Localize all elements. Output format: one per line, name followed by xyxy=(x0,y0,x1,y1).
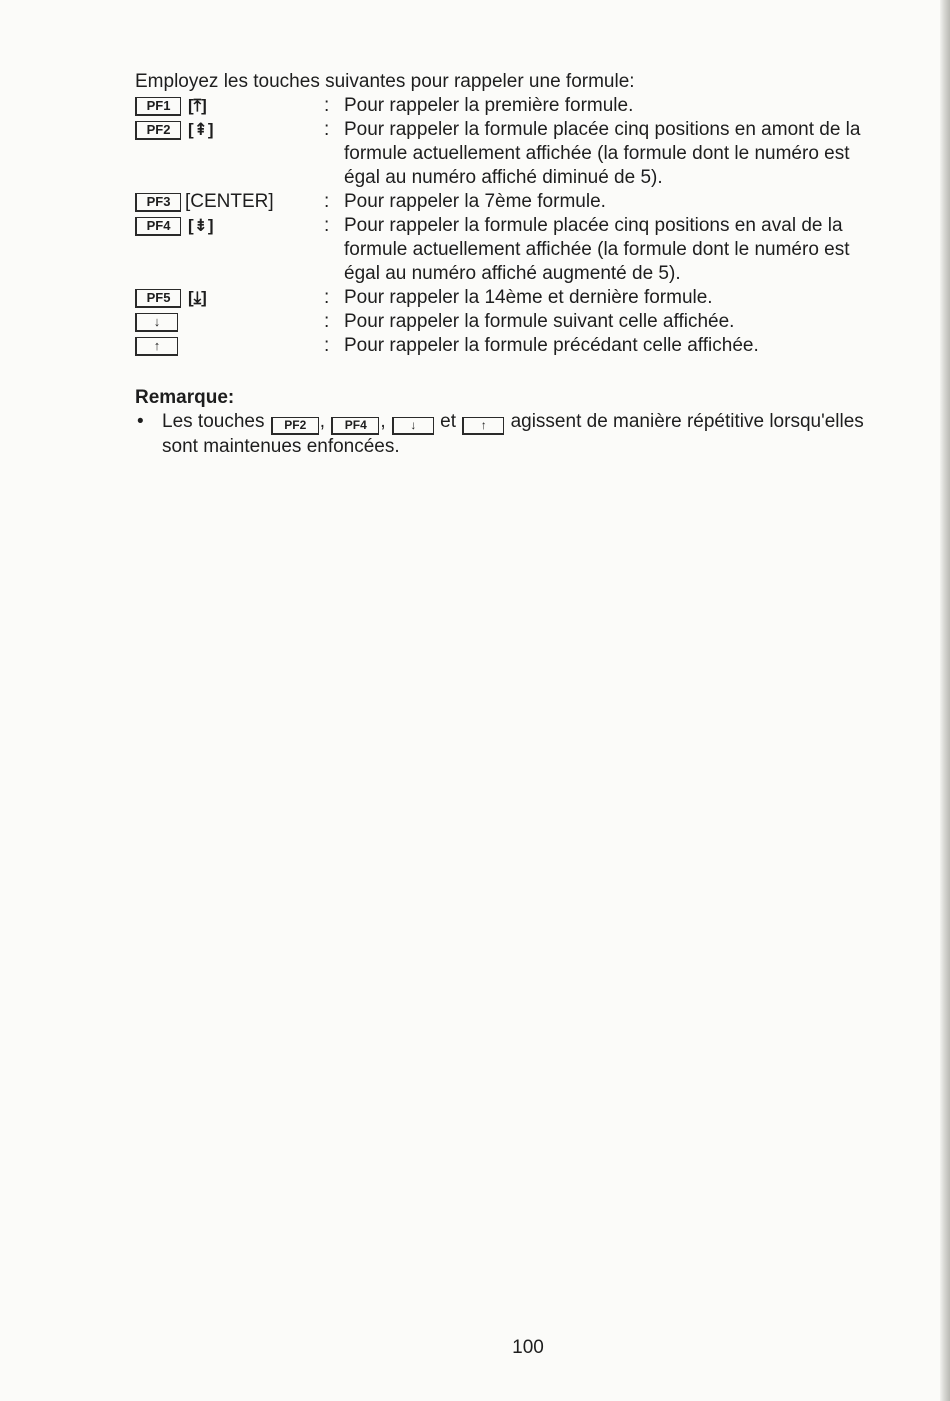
key-description: Pour rappeler la première formule. xyxy=(344,95,634,116)
bullet-icon: • xyxy=(137,411,144,432)
remark-title: Remarque: xyxy=(135,387,235,408)
first-arrow-icon: [⤒] xyxy=(188,96,207,115)
pf5-key: PF5 xyxy=(135,289,181,308)
page-up-icon: [⇞] xyxy=(188,120,214,139)
key-description: Pour rappeler la formule placée cinq positions en amont de la formule actuellement affichée (la formule dont le numéro est égal au numéro affiché diminué de 5). xyxy=(344,119,861,188)
key-row-pf4: PF4 [⇟] : Pour rappeler la formule placée cinq positions en aval de la formule actuellement affichée (la formule dont le numéro est égal au numéro affiché augmenté de 5). xyxy=(135,214,895,286)
document-page xyxy=(135,70,895,459)
key-description: Pour rappeler la formule précédant celle affichée. xyxy=(344,335,759,356)
key-description: Pour rappeler la formule suivant celle affichée. xyxy=(344,311,735,332)
key-table xyxy=(135,94,895,358)
pf2-key: PF2 xyxy=(135,121,181,140)
book-spine-edge xyxy=(940,0,950,1401)
key-row-up: ↑ : Pour rappeler la formule précédant celle affichée. xyxy=(135,334,895,358)
up-arrow-key-icon: ↑ xyxy=(462,417,504,435)
intro-text: Employez les touches suivantes pour rappeler une formule: xyxy=(135,71,635,92)
up-arrow-key-icon: ↑ xyxy=(135,337,178,356)
key-description: Pour rappeler la 14ème et dernière formule. xyxy=(344,287,713,308)
center-label: [CENTER] xyxy=(185,191,274,212)
page-down-icon: [⇟] xyxy=(188,216,214,235)
down-arrow-key-icon: ↓ xyxy=(392,417,434,435)
pf4-key: PF4 xyxy=(135,217,181,236)
pf4-key: PF4 xyxy=(331,417,379,435)
key-row-pf5: PF5 [⤓] : Pour rappeler la 14ème et dernière formule. xyxy=(135,286,895,310)
pf2-key: PF2 xyxy=(271,417,319,435)
remark-section xyxy=(135,386,895,459)
key-row-pf3: PF3 [CENTER] : Pour rappeler la 7ème formule. xyxy=(135,190,895,214)
page-number: 100 xyxy=(512,1337,544,1358)
remark-bullet-item: • Les touches PF2 , PF4 , ↓ et ↑ agissent de manière répétitive lorsqu'elles sont maintenues enfoncées. xyxy=(137,411,864,457)
key-row-pf2: PF2 [⇞] : Pour rappeler la formule placée cinq positions en amont de la formule actuellement affichée (la formule dont le numéro est égal au numéro affiché diminué de 5). xyxy=(135,118,895,190)
key-description: Pour rappeler la 7ème formule. xyxy=(344,191,606,212)
key-description: Pour rappeler la formule placée cinq positions en aval de la formule actuellement affichée (la formule dont le numéro est égal au numéro affiché augmenté de 5). xyxy=(344,215,850,284)
down-arrow-key-icon: ↓ xyxy=(135,313,178,332)
pf1-key: PF1 xyxy=(135,97,181,116)
key-row-pf1: PF1 [⤒] : Pour rappeler la première formule. xyxy=(135,94,895,118)
key-row-down: ↓ : Pour rappeler la formule suivant celle affichée. xyxy=(135,310,895,334)
last-arrow-icon: [⤓] xyxy=(188,288,207,307)
pf3-key: PF3 xyxy=(135,193,181,212)
